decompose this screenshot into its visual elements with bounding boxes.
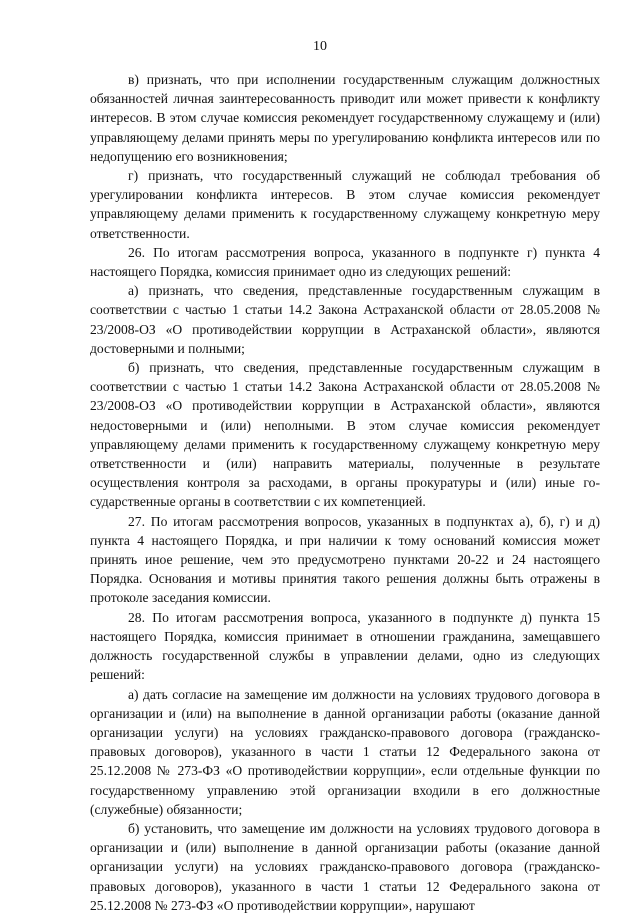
document-body: [90, 70, 600, 915]
paragraph-3g: г) признать, что государственный служащий не соблюдал требования об урегулировании конфликта интересов. В этом случае комиссия рекомендует управляющему делами применить к государственному служащему конкретную меру ответственности.: [90, 168, 600, 241]
paragraph-28: 28. По итогам рассмотрения вопроса, указанного в подпункте д) пункта 15 настоящего Порядка, комиссия принимает в отношении гражданина, замещавшего должность государственной службы в управлении делами, одно из следующих решений:: [90, 609, 600, 683]
paragraph-26b: б) признать, что сведения, представленные государственным служащим в соответствии с частью 1 статьи 14.2 Закона Астраханской области от 28.05.2008 № 23/2008-ОЗ «О противодействии коррупции в Астраханской области», являются недостоверными и (или) неполными. В этом случае комиссия рекомендует управляющему делами применить к государственному служащему конкретную меру ответственности и (или) направить материалы, полученные в результате осуществления контроля за расходами, в органы прокуратуры и (или) иные государственные органы в соответствии с их компетенцией.: [90, 360, 600, 510]
page-number: 10: [313, 39, 327, 54]
paragraph-3v: в) признать, что при исполнении государственным служащим должностных обязанностей личная заинтересованность приводит или может привести к конфликту интересов. В этом случае комиссия рекомендует государственному служащему и (или) управляющему делами принять меры по урегулированию конфликта интересов или по недопущению его возникновения;: [90, 72, 600, 164]
paragraph-27: 27. По итогам рассмотрения вопросов, указанных в подпунктах а), б), г) и д) пункта 4 настоящего Порядка, и при наличии к тому оснований комиссия может принять иное решение, чем это предусмотрено пунктами 20-22 и 24 настоящего Порядка. Основания и мотивы принятия такого решения должны быть отражены в протоколе заседания комиссии.: [90, 513, 600, 606]
paragraph-28b: б) установить, что замещение им должности на условиях трудового договора в организации и (или) выполнение в данной организации работы (оказание данной организации услуги) на условиях гражданско-правового договора (гражданско-правовых договоров), указанного в части 1 статьи 12 Федерального закона от 25.12.2008 № 273-ФЗ «О противодействии коррупции», нарушают: [90, 820, 600, 913]
paragraph-28a: а) дать согласие на замещение им должности на условиях трудового договора в организации и (или) на выполнение в данной организации работы (оказание данной организации услуги) на условиях гражданско-правового договора (гражданско-правовых договоров), указанного в части 1 статьи 12 Федерального закона от 25.12.2008 № 273-ФЗ «О противодействии коррупции», если отдельные функции по государственному управлению этой организации входили в его должностные (служебные) обязанности;: [90, 686, 600, 817]
paragraph-26a: а) признать, что сведения, представленные государственным служащим в соответствии с частью 1 статьи 14.2 Закона Астраханской области от 28.05.2008 № 23/2008-ОЗ «О противодействии коррупции в Астраханской области», являются достоверными и полными;: [90, 283, 600, 356]
paragraph-26: 26. По итогам рассмотрения вопроса, указанного в подпункте г) пункта 4 настоящего Порядка, комиссия принимает одно из следующих решений:: [90, 244, 600, 280]
